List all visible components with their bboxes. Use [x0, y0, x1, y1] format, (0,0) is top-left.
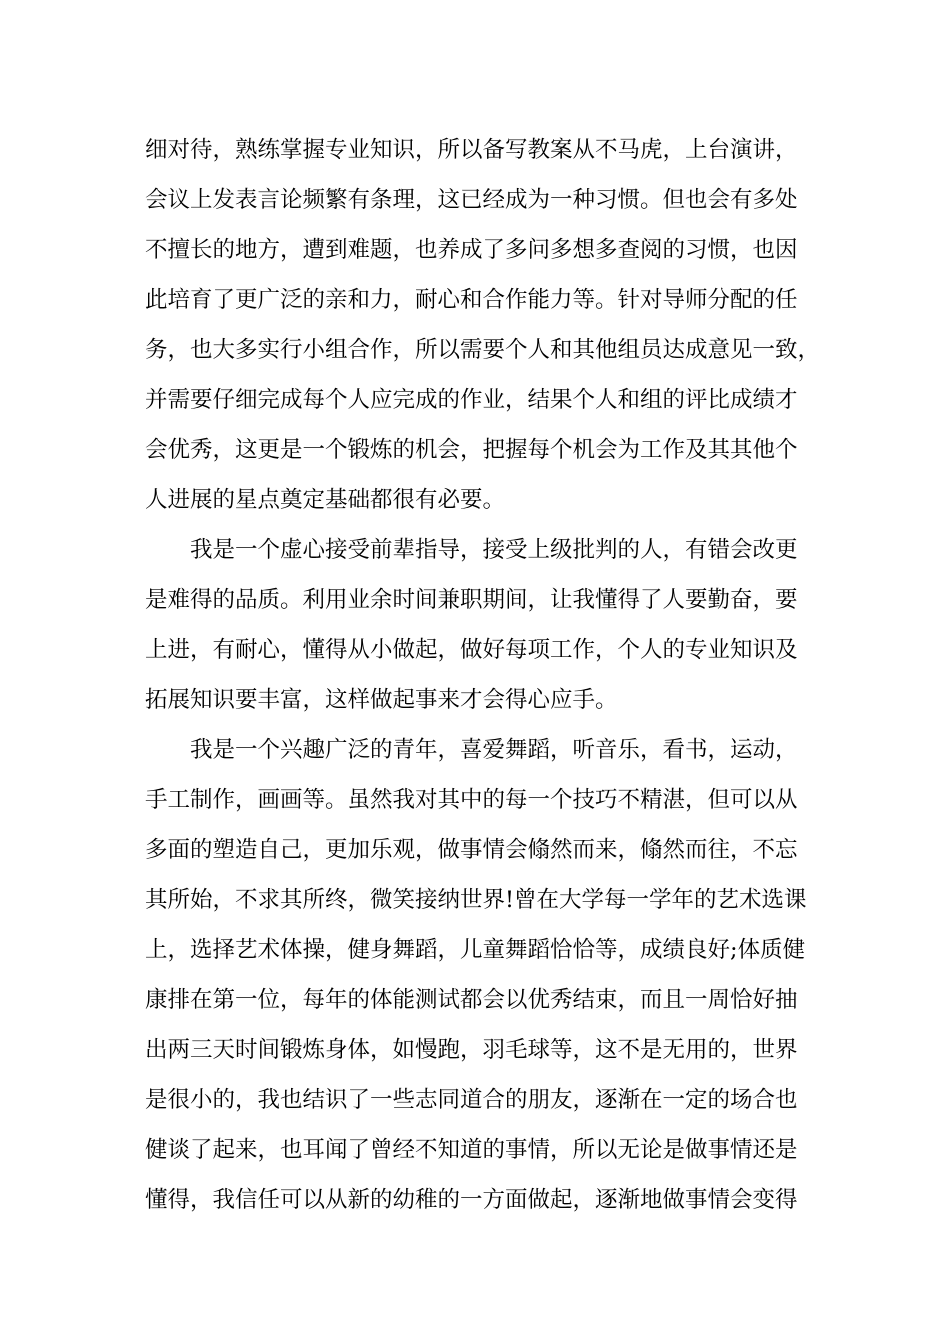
- text-line: 上，选择艺术体操，健身舞蹈，儿童舞蹈恰恰等，成绩良好;体质健: [145, 937, 806, 963]
- text-line: 多面的塑造自己，更加乐观，做事情会翛然而来，翛然而往，不忘: [145, 837, 798, 863]
- document-body: [145, 125, 825, 1225]
- text-line: 我是一个虚心接受前辈指导，接受上级批判的人，有错会改更: [190, 537, 798, 563]
- text-line: 是很小的，我也结识了一些志同道合的朋友，逐渐在一定的场合也: [145, 1087, 798, 1113]
- text-line: 上进，有耐心，懂得从小做起，做好每项工作，个人的专业知识及: [145, 637, 798, 663]
- text-line: 务，也大多实行小组合作，所以需要个人和其他组员达成意见一致，: [145, 337, 821, 363]
- text-line: 细对待，熟练掌握专业知识，所以备写教案从不马虎，上台演讲，: [145, 137, 798, 163]
- paragraph-2: [145, 525, 825, 725]
- text-line: 健谈了起来，也耳闻了曾经不知道的事情，所以无论是做事情还是: [145, 1137, 798, 1163]
- text-line: 康排在第一位，每年的体能测试都会以优秀结束，而且一周恰好抽: [145, 987, 798, 1013]
- text-line: 其所始，不求其所终，微笑接纳世界!曾在大学每一学年的艺术选课: [145, 887, 807, 913]
- text-line: 人进展的星点奠定基础都很有必要。: [145, 487, 506, 513]
- paragraph-1: [145, 125, 825, 525]
- text-line: 出两三天时间锻炼身体，如慢跑，羽毛球等，这不是无用的，世界: [145, 1037, 798, 1063]
- text-line: 我是一个兴趣广泛的青年，喜爱舞蹈，听音乐，看书，运动，: [190, 737, 798, 763]
- text-line: 手工制作，画画等。虽然我对其中的每一个技巧不精湛，但可以从: [145, 787, 798, 813]
- paragraph-3: [145, 725, 825, 1225]
- text-line: 不擅长的地方，遭到难题，也养成了多问多想多查阅的习惯，也因: [145, 237, 798, 263]
- text-line: 是难得的品质。利用业余时间兼职期间，让我懂得了人要勤奋，要: [145, 587, 798, 613]
- text-line: 并需要仔细完成每个人应完成的作业，结果个人和组的评比成绩才: [145, 387, 798, 413]
- text-line: 会议上发表言论频繁有条理，这已经成为一种习惯。但也会有多处: [145, 187, 798, 213]
- text-line: 拓展知识要丰富，这样做起事来才会得心应手。: [145, 687, 618, 713]
- text-line: 懂得，我信任可以从新的幼稚的一方面做起，逐渐地做事情会变得: [145, 1187, 798, 1213]
- text-line: 此培育了更广泛的亲和力，耐心和合作能力等。针对导师分配的任: [145, 287, 798, 313]
- text-line: 会优秀，这更是一个锻炼的机会，把握每个机会为工作及其其他个: [145, 437, 798, 463]
